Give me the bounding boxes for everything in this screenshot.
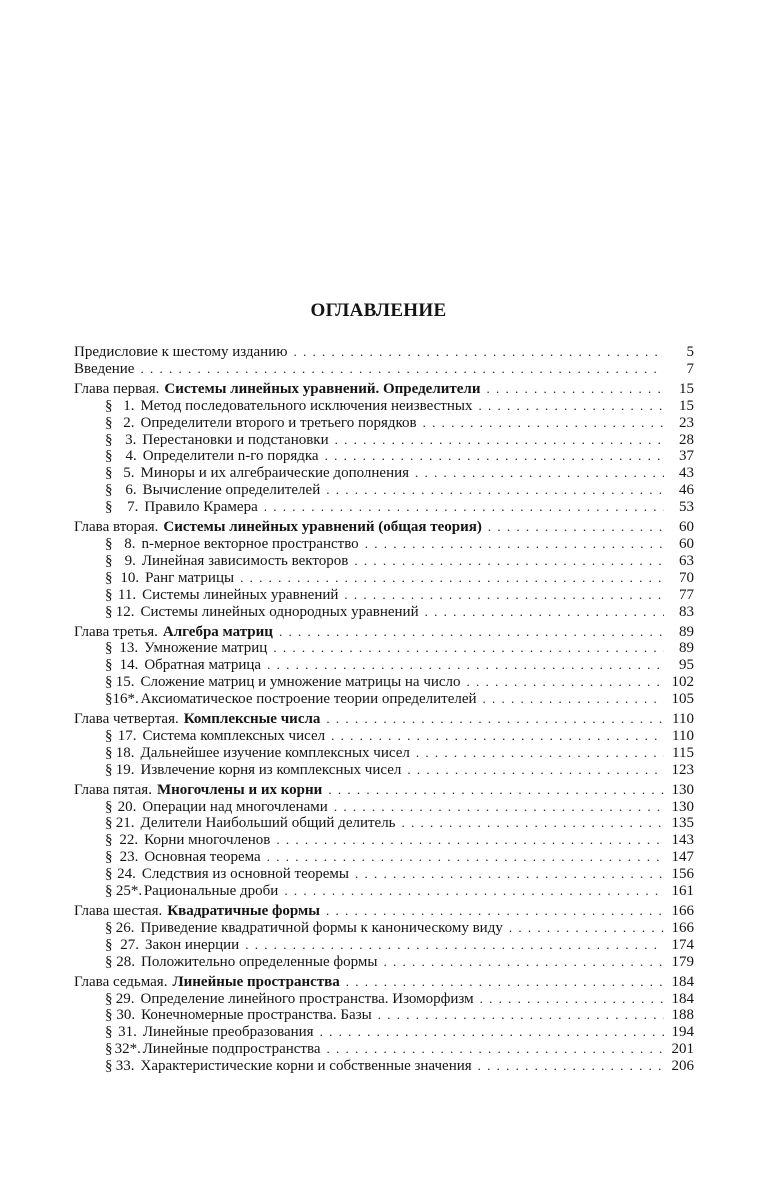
dot-leader [402, 815, 664, 828]
section-number: 12. [115, 603, 135, 620]
section-title: Корни многочленов [144, 832, 271, 849]
section-number: 7. [127, 499, 139, 516]
toc-page-number: 130 [671, 781, 694, 798]
dot-leader [326, 482, 664, 495]
section-sign: § [105, 431, 113, 448]
section-sign: § [105, 674, 113, 691]
dot-leader [276, 832, 664, 845]
toc-page-number: 60 [679, 519, 694, 536]
table-of-contents [74, 344, 694, 1075]
section-sign: § [105, 936, 113, 953]
toc-page-number: 201 [671, 1041, 694, 1058]
toc-page-number: 115 [672, 744, 694, 761]
dot-leader [365, 536, 664, 549]
section-number: 26. [115, 919, 135, 936]
section-title: Обратная матрица [144, 657, 262, 674]
section-title: Сложение матриц и умножение матрицы на число [140, 674, 461, 691]
chapter-name: Системы линейных уравнений (общая теория) [163, 519, 482, 536]
section-sign: § [105, 1041, 113, 1058]
chapter-name: Линейные пространства [172, 973, 340, 990]
toc-page-number: 15 [679, 380, 694, 397]
chapter-name: Алгебра матриц [162, 623, 273, 640]
section-sign: § [105, 744, 113, 761]
dot-leader [293, 344, 664, 357]
section-number: 25*. [115, 883, 143, 900]
section-number: 33. [115, 1058, 135, 1075]
dot-leader [509, 920, 664, 933]
section-number: 19. [115, 761, 135, 778]
toc-section[interactable] [74, 499, 694, 516]
dot-leader [415, 465, 664, 478]
section-title: Положительно определенные формы [141, 953, 378, 970]
dot-leader [331, 728, 664, 741]
dot-leader [326, 903, 664, 916]
toc-chapter[interactable] [74, 711, 694, 728]
section-sign: § [105, 866, 113, 883]
dot-leader [267, 849, 664, 862]
dot-leader [407, 762, 664, 775]
chapter-name: Системы линейных уравнений. Определители [164, 380, 481, 397]
section-sign: § [105, 761, 113, 778]
toc-page-number: 89 [679, 623, 694, 640]
chapter-prefix: Глава вторая. [74, 519, 159, 536]
section-sign: § [105, 832, 113, 849]
toc-section[interactable] [74, 1024, 694, 1041]
toc-page-number: 206 [671, 1058, 694, 1075]
dot-leader [284, 883, 664, 896]
section-title: Миноры и их алгебраические дополнения [140, 465, 410, 482]
section-sign: § [105, 990, 113, 1007]
section-sign: § [105, 640, 113, 657]
section-sign: § [105, 465, 113, 482]
dot-leader [264, 499, 664, 512]
toc-section[interactable] [74, 762, 694, 779]
toc-chapter[interactable] [74, 782, 694, 799]
dot-leader [355, 866, 664, 879]
section-title: Определители второго и третьего порядков [140, 414, 417, 431]
toc-page-number: 7 [686, 360, 694, 377]
toc-section[interactable] [74, 536, 694, 553]
toc-section[interactable] [74, 570, 694, 587]
section-title: Умножение матриц [144, 640, 268, 657]
toc-section[interactable] [74, 432, 694, 449]
toc-page-number: 105 [671, 691, 694, 708]
toc-section[interactable] [74, 954, 694, 971]
toc-section[interactable] [74, 815, 694, 832]
dot-leader [425, 604, 664, 617]
toc-page-number: 77 [679, 586, 694, 603]
toc-section[interactable] [74, 691, 694, 708]
section-number: 17. [117, 727, 137, 744]
toc-page-number: 89 [679, 640, 694, 657]
section-title: Системы линейных однородных уравнений [140, 603, 419, 620]
toc-section[interactable] [74, 415, 694, 432]
section-title: Конечномерные пространства. Базы [141, 1007, 372, 1024]
section-title: Правило Крамера [144, 499, 258, 516]
toc-page-number: 110 [672, 727, 694, 744]
toc-section[interactable] [74, 728, 694, 745]
section-number: 13. [119, 640, 139, 657]
toc-section[interactable] [74, 587, 694, 604]
toc-section[interactable] [74, 745, 694, 762]
section-number: 27. [120, 936, 139, 953]
section-sign: § [105, 569, 113, 586]
section-sign: § [105, 798, 113, 815]
chapter-name: Квадратичные формы [167, 903, 320, 919]
section-title: Определители n-го порядка [142, 448, 319, 465]
toc-page-number: 143 [671, 832, 694, 849]
section-number: 22. [119, 832, 139, 849]
dot-leader [480, 991, 664, 1004]
section-title: Основная теорема [144, 849, 261, 866]
chapter-prefix: Глава шестая. [74, 903, 163, 919]
chapter-name: Комплексные числа [183, 711, 321, 728]
section-title: Линейные преобразования [142, 1024, 314, 1041]
toc-section[interactable] [74, 553, 694, 570]
toc-page-number: 166 [671, 919, 694, 936]
section-number: 11. [117, 586, 137, 603]
section-title: Извлечение корня из комплексных чисел [140, 761, 402, 778]
chapter-prefix: Глава четвертая. [74, 711, 179, 728]
section-number: 1. [123, 397, 135, 414]
section-sign: § [105, 657, 113, 674]
section-title: Рациональные дроби [143, 883, 279, 900]
toc-entry-title: Предисловие к шестому изданию [74, 344, 288, 360]
toc-page-number: 15 [679, 397, 694, 414]
section-sign: § [105, 815, 113, 832]
toc-page-number: 95 [679, 657, 694, 674]
toc-page-number: 188 [671, 1007, 694, 1024]
section-number: 30. [116, 1007, 136, 1024]
toc-page-number: 179 [671, 953, 694, 970]
section-number: 24. [117, 866, 136, 883]
section-number: 20. [117, 798, 137, 815]
section-number: 8. [124, 535, 136, 552]
dot-leader [245, 937, 664, 950]
dot-leader [327, 1041, 664, 1054]
section-number: 16*. [112, 691, 139, 708]
toc-section[interactable] [74, 465, 694, 482]
section-number: 4. [125, 448, 137, 465]
section-title: Приведение квадратичной формы к каноническому виду [140, 919, 503, 936]
section-sign: § [105, 535, 113, 552]
toc-section[interactable] [74, 640, 694, 657]
dot-leader [354, 553, 664, 566]
dot-leader [378, 1007, 664, 1020]
section-number: 18. [115, 744, 135, 761]
dot-leader [416, 745, 664, 758]
dot-leader [478, 1058, 664, 1071]
dot-leader [279, 624, 664, 637]
toc-page-number: 166 [671, 903, 694, 919]
dot-leader [273, 640, 664, 653]
section-sign: § [105, 1024, 113, 1041]
chapter-prefix: Глава седьмая. [74, 973, 168, 990]
section-number: 9. [124, 552, 136, 569]
section-title: n-мерное векторное пространство [141, 535, 359, 552]
section-number: 31. [118, 1024, 137, 1041]
toc-page-number: 60 [679, 535, 694, 552]
section-title: Следствия из основной теоремы [141, 866, 349, 883]
toc-entry[interactable] [74, 344, 694, 361]
dot-leader [328, 782, 664, 795]
toc-chapter[interactable] [74, 624, 694, 641]
toc-section[interactable] [74, 991, 694, 1008]
toc-page-number: 184 [671, 990, 694, 1007]
section-sign: § [105, 397, 113, 414]
section-sign: § [105, 691, 113, 708]
toc-chapter[interactable] [74, 974, 694, 991]
toc-page-number: 28 [679, 431, 694, 448]
section-title: Линейная зависимость векторов [141, 552, 349, 569]
dot-leader [486, 381, 664, 394]
section-sign: § [105, 849, 113, 866]
toc-section[interactable] [74, 832, 694, 849]
toc-section[interactable] [74, 657, 694, 674]
toc-section[interactable] [74, 849, 694, 866]
toc-section[interactable] [74, 883, 694, 900]
toc-page-number: 110 [672, 711, 694, 728]
toc-entry-title: Введение [74, 360, 135, 377]
toc-chapter[interactable] [74, 903, 694, 920]
toc-page-number: 83 [679, 603, 694, 620]
dot-leader [335, 432, 664, 445]
toc-page-number: 194 [671, 1024, 694, 1041]
section-sign: § [105, 448, 113, 465]
toc-page-number: 37 [679, 448, 694, 465]
section-title: Дальнейшее изучение комплексных чисел [140, 744, 410, 761]
section-number: 28. [116, 953, 135, 970]
toc-section[interactable] [74, 674, 694, 691]
chapter-name: Многочлены и их корни [156, 781, 323, 798]
chapter-prefix: Глава пятая. [74, 781, 152, 798]
dot-leader [383, 954, 664, 967]
toc-page-number: 174 [671, 936, 694, 953]
dot-leader [326, 711, 664, 724]
toc-chapter[interactable] [74, 519, 694, 536]
dot-leader [467, 674, 664, 687]
toc-section[interactable] [74, 799, 694, 816]
section-title: Система комплексных чисел [142, 727, 326, 744]
dot-leader [478, 398, 664, 411]
toc-page-number: 46 [679, 482, 694, 499]
toc-page-number: 53 [679, 499, 694, 516]
toc-section[interactable] [74, 1058, 694, 1075]
toc-entry[interactable] [74, 361, 694, 378]
toc-page-number: 135 [671, 815, 694, 832]
dot-leader [334, 799, 664, 812]
section-number: 14. [119, 657, 139, 674]
section-sign: § [105, 727, 113, 744]
section-sign: § [105, 603, 113, 620]
section-title: Аксиоматическое построение теории определителей [140, 691, 477, 708]
section-sign: § [105, 953, 113, 970]
section-sign: § [105, 1058, 113, 1075]
toc-section[interactable] [74, 604, 694, 621]
chapter-prefix: Глава третья. [74, 623, 158, 640]
section-title: Системы линейных уравнений [142, 586, 339, 603]
section-number: 15. [115, 674, 135, 691]
toc-section[interactable] [74, 1041, 694, 1058]
chapter-prefix: Глава первая. [74, 380, 160, 397]
section-title: Ранг матрицы [145, 569, 235, 586]
section-sign: § [105, 552, 113, 569]
section-number: 32*. [114, 1041, 141, 1058]
section-sign: § [105, 883, 113, 900]
section-number: 23. [119, 849, 139, 866]
toc-page-number: 156 [671, 866, 694, 883]
toc-page-number: 23 [679, 414, 694, 431]
toc-section[interactable] [74, 920, 694, 937]
dot-leader [488, 519, 664, 532]
dot-leader [483, 691, 664, 704]
dot-leader [344, 587, 664, 600]
toc-section[interactable] [74, 866, 694, 883]
toc-section[interactable] [74, 937, 694, 954]
dot-leader [423, 415, 664, 428]
toc-section[interactable] [74, 398, 694, 415]
section-sign: § [105, 414, 113, 431]
toc-section[interactable] [74, 448, 694, 465]
section-number: 3. [125, 431, 137, 448]
section-number: 5. [123, 465, 135, 482]
page-title: ОГЛАВЛЕНИЕ [310, 300, 447, 321]
section-title: Операции над многочленами [142, 798, 328, 815]
dot-leader [267, 657, 664, 670]
dot-leader [240, 570, 664, 583]
section-title: Закон инерции [144, 936, 240, 953]
section-number: 10. [120, 569, 140, 586]
section-sign: § [105, 499, 113, 516]
toc-section[interactable] [74, 1007, 694, 1024]
section-number: 2. [123, 414, 135, 431]
dot-leader [325, 448, 664, 461]
section-sign: § [105, 1007, 113, 1024]
dot-leader [346, 974, 664, 987]
section-number: 6. [125, 482, 137, 499]
section-title: Перестановки и подстановки [142, 431, 329, 448]
dot-leader [140, 361, 664, 374]
section-title: Линейные подпространства [142, 1041, 321, 1058]
toc-page-number: 70 [679, 569, 694, 586]
toc-section[interactable] [74, 482, 694, 499]
section-title: Определение линейного пространства. Изоморфизм [140, 990, 474, 1007]
toc-page-number: 5 [686, 344, 694, 360]
section-sign: § [105, 586, 113, 603]
toc-page-number: 130 [671, 798, 694, 815]
toc-page-number: 147 [671, 849, 694, 866]
section-title: Характеристические корни и собственные значения [140, 1058, 472, 1075]
section-title: Метод последовательного исключения неизвестных [140, 397, 473, 414]
toc-page-number: 43 [679, 465, 694, 482]
toc-page-number: 184 [671, 973, 694, 990]
section-number: 21. [115, 815, 135, 832]
section-sign: § [105, 919, 113, 936]
toc-page-number: 102 [671, 674, 694, 691]
toc-page-number: 63 [679, 552, 694, 569]
dot-leader [320, 1024, 664, 1037]
toc-page-number: 161 [671, 883, 694, 900]
toc-page-number: 123 [671, 761, 694, 778]
section-title: Вычисление определителей [142, 482, 321, 499]
section-title: Делители Наибольший общий делитель [140, 815, 396, 832]
section-number: 29. [115, 990, 135, 1007]
section-sign: § [105, 482, 113, 499]
toc-chapter[interactable] [74, 381, 694, 398]
